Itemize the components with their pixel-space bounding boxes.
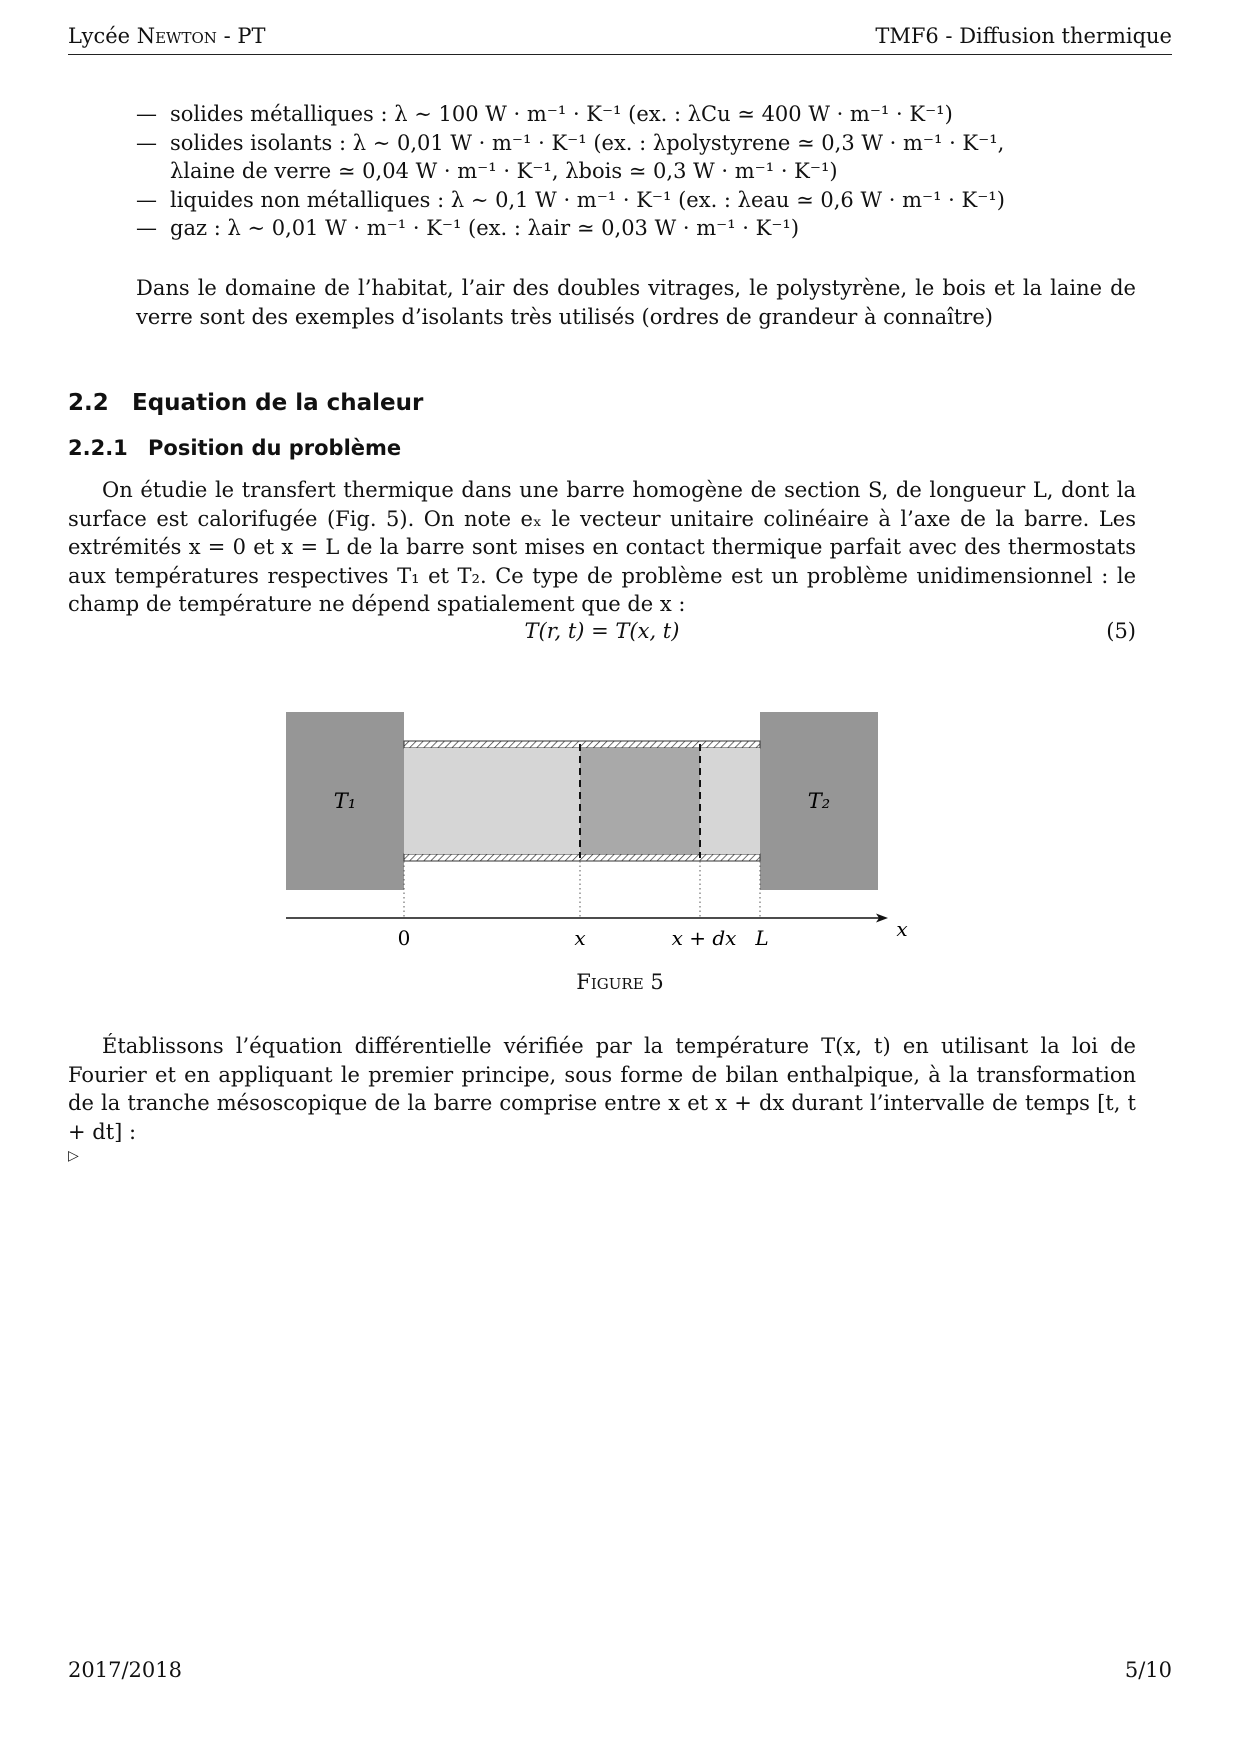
figure-5-diagram bbox=[280, 700, 920, 950]
axis-label-x: x bbox=[574, 926, 586, 950]
axis-label-0: 0 bbox=[397, 926, 411, 950]
list-item: — solides isolants : λ ∼ 0,01 W · m⁻¹ · K⁻¹ (ex. : λpolystyrene ≃ 0,3 W · m⁻¹ · K⁻¹, bbox=[136, 130, 1005, 155]
school-name: Newton bbox=[136, 24, 217, 48]
bottom-insulation bbox=[404, 854, 760, 861]
top-insulation bbox=[404, 741, 760, 748]
section-heading: 2.2 Equation de la chaleur bbox=[68, 390, 424, 416]
header-right: TMF6 - Diffusion thermique bbox=[875, 24, 1172, 48]
answer-marker: ▷ bbox=[68, 1148, 79, 1164]
conductivity-list bbox=[136, 100, 1136, 243]
left-temperature-label: T₁ bbox=[333, 789, 357, 813]
problem-paragraph: On étudie le transfert thermique dans une barre homogène de section S, de longueur L, dont la surface est calorifugée (Fig. 5). On note eₓ le vecteur unitaire colinéaire à l’axe de la barre. Les extrémités x = 0 et x = L de la barre sont mises en contact thermique parfait avec des thermostats aux températures respectives T₁ et T₂. Ce type de problème est un problème unidimensionnel : le champ de température ne dépend spatialement que de x : bbox=[68, 478, 1136, 616]
list-item: — liquides non métalliques : λ ∼ 0,1 W · m⁻¹ · K⁻¹ (ex. : λeau ≃ 0,6 W · m⁻¹ · K⁻¹) bbox=[136, 187, 1005, 212]
right-temperature-label: T₂ bbox=[807, 789, 831, 813]
subsection-heading: 2.2.1 Position du problème bbox=[68, 436, 402, 460]
habitat-paragraph: Dans le domaine de l’habitat, l’air des doubles vitrages, le polystyrène, le bois et la laine de verre sont des exemples d’isolants très utilisés (ordres de grandeur à connaître) bbox=[136, 276, 1136, 329]
axis-label-x-dx: x + dx bbox=[671, 926, 737, 950]
page-header bbox=[68, 24, 1172, 55]
fourier-paragraph: Établissons l’équation différentielle vérifiée par la température T(x, t) en utilisant la loi de Fourier et en appliquant le premier principe, sous forme de bilan enthalpique, à la transformation de la tranche mésoscopique de la barre comprise entre x et x + dx durant l’intervalle de temps [t, t + dt] : bbox=[68, 1034, 1136, 1144]
page-number: 5/10 bbox=[1124, 1658, 1172, 1682]
list-item: — gaz : λ ∼ 0,01 W · m⁻¹ · K⁻¹ (ex. : λair ≃ 0,03 W · m⁻¹ · K⁻¹) bbox=[136, 216, 800, 240]
list-item: — solides métalliques : λ ∼ 100 W · m⁻¹ · K⁻¹ (ex. : λCu ≃ 400 W · m⁻¹ · K⁻¹) bbox=[136, 102, 953, 126]
axis-label-L: L bbox=[755, 926, 769, 950]
school-year: 2017/2018 bbox=[68, 1658, 182, 1682]
axis-name: x bbox=[896, 917, 908, 941]
list-item-continuation: λlaine de verre ≃ 0,04 W · m⁻¹ · K⁻¹, λbois ≃ 0,3 W · m⁻¹ · K⁻¹) bbox=[170, 159, 838, 183]
equation-number: (5) bbox=[1106, 619, 1136, 643]
equation-body: T(r, t) = T(x, t) bbox=[524, 619, 680, 643]
mesoscopic-slice bbox=[580, 748, 700, 854]
header-left: Lycée Newton - PT bbox=[68, 24, 266, 48]
figure-caption: Figure 5 bbox=[576, 970, 664, 994]
